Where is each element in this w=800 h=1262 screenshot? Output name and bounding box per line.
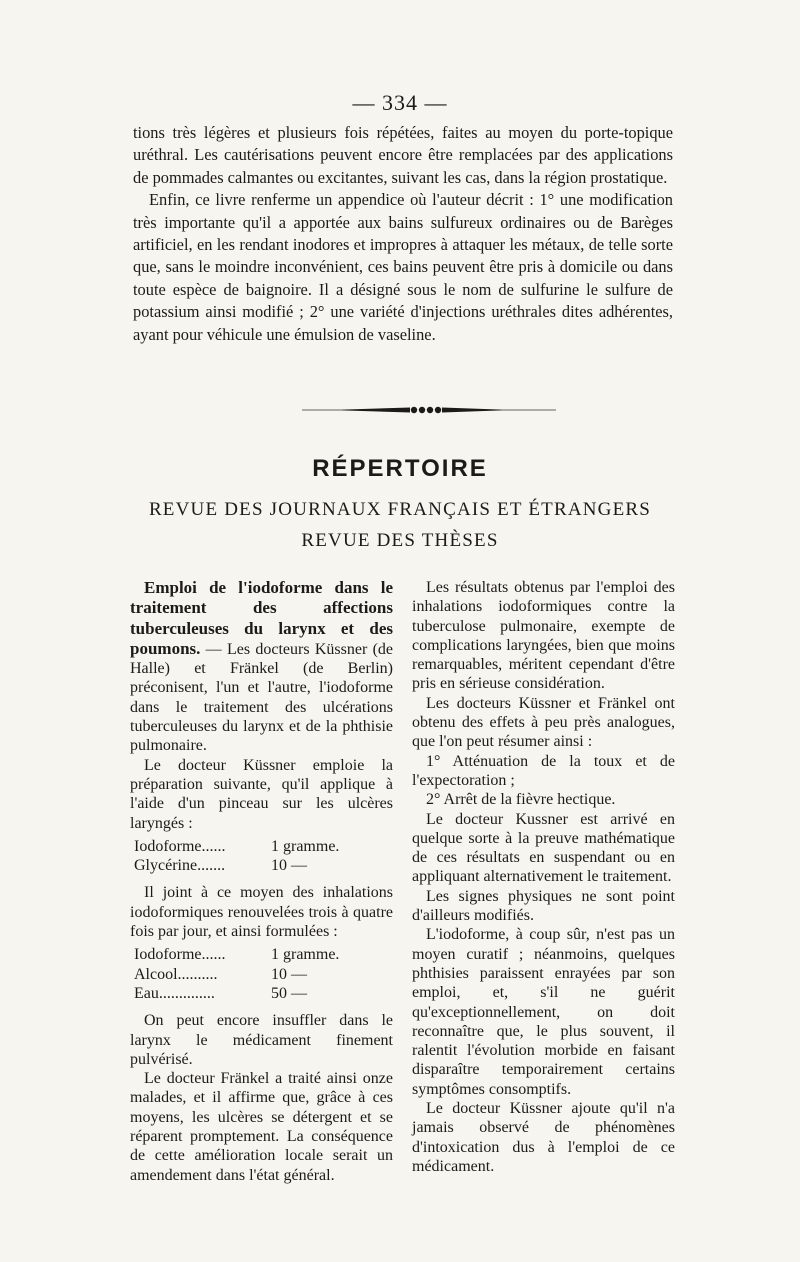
formula-ingredient: Eau.............. — [134, 984, 215, 1002]
article-paragraph-1 — [130, 578, 393, 756]
formula-quantity: 50 — — [271, 984, 307, 1002]
article-paragraph-1-text: — Les docteurs Küssner (de Halle) et Fränkel (de Berlin) préconisent, l'un et l'autre, l'iodoforme dans le traitement des ulcérations tuberculeuses du larynx et de la phthisie pulmonaire. — [130, 640, 393, 755]
formula-ingredient: Glycérine....... — [134, 857, 226, 875]
article-paragraph-2: Le docteur Küssner emploie la préparation suivante, qu'il applique à l'aide d'un pinceau sur les ulcères laryngés : — [130, 756, 393, 832]
left-column — [130, 578, 393, 1185]
formula-glycerine — [130, 837, 393, 876]
article-paragraph-4: On peut encore insuffler dans le larynx le médicament finement pulvérisé. — [130, 1012, 393, 1068]
repertoire-title: RÉPERTOIRE — [312, 455, 488, 482]
article-paragraph-6: Les résultats obtenus par l'emploi des inhalations iodoformiques contre la tuberculose pulmonaire, exempte de complications laryngées, bien que moins remarquables, méritent cependant d'être pris en sérieuse considération. — [412, 579, 675, 693]
article-paragraph-12: L'iodoforme, à coup sûr, n'est pas un moyen curatif ; néanmoins, quelques phthisies paraissent enrayées par son emploi, et, s'il ne guérit qu'exceptionnellement, on doit reconnaître que, le plus souvent, il ralentit l'évolution morbide en faisant disparaître temporairement certains symptômes consomptifs. — [412, 926, 675, 1098]
formula-row — [130, 945, 393, 964]
formula-quantity: 1 gramme. — [271, 946, 340, 964]
intro-paragraph-2: Enfin, ce livre renferme un appendice où l'auteur décrit : 1° une modification très importante qu'il a apportée aux bains sulfureux ordinaires ou de Barèges artificiel, en les rendant inodores et impropres à attaquer les métaux, de telle sorte que, sans le moindre inconvénient, ces bains peuvent être pris à domicile ou dans toute espèce de baignoire. Il a désigné sous le nom de sulfurine le sulfure de potassium ainsi modifié ; 2° une variété d'injections uréthrales dites adhérentes, ayant pour véhicule une émulsion de vaseline. — [133, 190, 673, 344]
intro-text — [133, 122, 673, 346]
formula-inhalation — [130, 945, 393, 1003]
ornament-rule — [302, 405, 556, 415]
article-paragraph-13: Le docteur Küssner ajoute qu'il n'a jamais observé de phénomènes d'intoxication dus à l'emploi de ce médicament. — [412, 1100, 675, 1175]
intro-paragraph-1: tions très légères et plusieurs fois répétées, faites au moyen du porte-topique uréthral. Les cautérisations peuvent encore être remplacées par des applications de pommades calmantes ou excitantes, suivant les cas, dans la région prostatique. — [133, 123, 673, 187]
formula-ingredient: Alcool.......... — [134, 965, 218, 983]
formula-quantity: 1 gramme. — [271, 837, 340, 855]
right-column — [412, 578, 675, 1176]
formula-row — [130, 856, 393, 875]
formula-quantity: 10 — — [271, 857, 307, 875]
article-paragraph-8: 1° Atténuation de la toux et de l'expectoration ; — [412, 752, 675, 789]
formula-quantity: 10 — — [271, 965, 307, 983]
repertoire-subtitle-journaux: REVUE DES JOURNAUX FRANÇAIS ET ÉTRANGERS — [148, 499, 652, 520]
article-paragraph-3: Il joint à ce moyen des inhalations iodoformiques renouvelées trois à quatre fois par jour, et ainsi formulées : — [130, 884, 393, 941]
page-number: — 334 — — [352, 90, 448, 115]
formula-ingredient: Iodoforme...... — [134, 946, 226, 964]
formula-row — [130, 965, 393, 984]
repertoire-subtitle-theses: REVUE DES THÈSES — [301, 530, 499, 551]
formula-row — [130, 837, 393, 856]
article-paragraph-5: Le docteur Fränkel a traité ainsi onze malades, et il affirme que, grâce à ces moyens, les ulcères se détergent et se réparent promptement. La conséquence de cette amélioration locale serait un amendement dans l'état général. — [130, 1070, 393, 1184]
article-paragraph-11: Les signes physiques ne sont point d'ailleurs modifiés. — [412, 887, 675, 925]
article-paragraph-10: Le docteur Kussner est arrivé en quelque sorte à la preuve mathématique de ces résultats en suspendant ou en appliquant alternativement le traitement. — [412, 810, 675, 886]
article-title: Emploi de l'iodoforme dans le traitement des affections tuberculeuses du larynx et des poumons. — [130, 578, 393, 658]
article-paragraph-9: 2° Arrêt de la fièvre hectique. — [426, 791, 616, 809]
formula-row — [130, 984, 393, 1003]
formula-ingredient: Iodoforme...... — [134, 837, 226, 855]
article-paragraph-7: Les docteurs Küssner et Fränkel ont obtenu des effets à peu près analogues, que l'on peut résumer ainsi : — [412, 694, 675, 751]
